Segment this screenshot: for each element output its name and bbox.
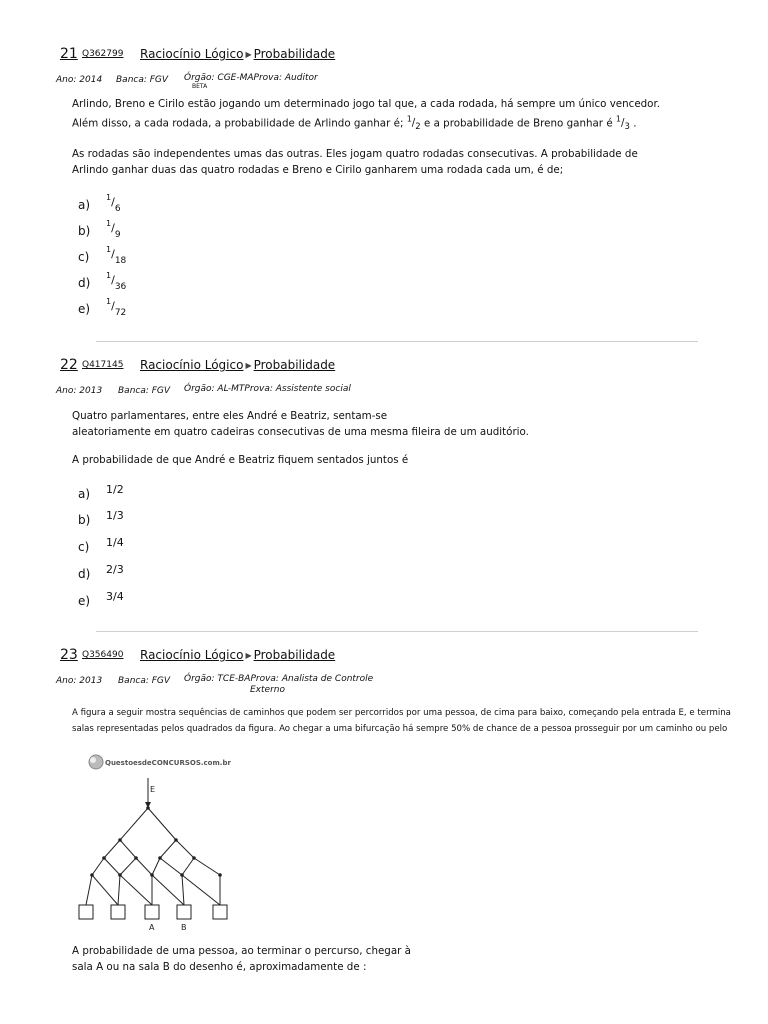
- inline-fraction: $^1/_3$: [615, 115, 630, 133]
- text-line: Arlindo, Breno e Cirilo estão jogando um determinado jogo tal que, a cada rodada, há sempre um único vencedor.: [72, 98, 661, 110]
- room-square: [111, 905, 125, 919]
- question-text: [72, 408, 529, 440]
- arrow-right-icon: ▶: [245, 651, 252, 660]
- question-id-link[interactable]: Q362799: [82, 49, 124, 59]
- text-line: salas representadas pelos quadrados da figura. Ao chegar a uma bifurcação há sempre 50% de chance de a pessoa prosseguir por um caminho ou pelo: [72, 724, 728, 734]
- text-line: sala A ou na sala B do desenho é, aproximadamente de :: [72, 961, 367, 973]
- room-square-a: [145, 905, 159, 919]
- question-text-3: [72, 943, 411, 975]
- question-text: [72, 96, 660, 135]
- subject-link[interactable]: Raciocínio Lógico: [140, 358, 244, 372]
- question-text-2: [72, 452, 408, 468]
- text-line: Quatro parlamentares, entre eles André e Beatriz, sentam-se: [72, 410, 388, 422]
- question-id-link[interactable]: Q417145: [82, 360, 124, 370]
- meta-orgao: Órgão: CGE-MAProva: Auditor: [184, 73, 318, 83]
- subject-breadcrumb: [140, 648, 335, 662]
- meta-orgao: Órgão: AL-MTProva: Assistente social: [184, 384, 351, 394]
- arrow-right-icon: ▶: [245, 50, 252, 59]
- logo-text: QuestoesdeCONCURSOS.com.br: [105, 759, 231, 767]
- topic-link[interactable]: Probabilidade: [253, 648, 336, 662]
- question-id-link[interactable]: Q356490: [82, 650, 124, 660]
- room-square: [79, 905, 93, 919]
- topic-link[interactable]: Probabilidade: [253, 358, 336, 372]
- text-line: A probabilidade de uma pessoa, ao terminar o percurso, chegar à: [72, 945, 411, 957]
- questoes-logo: [89, 755, 231, 769]
- arrow-right-icon: ▶: [245, 361, 252, 370]
- path-lines: [86, 778, 220, 905]
- topic-link[interactable]: Probabilidade: [253, 47, 336, 61]
- meta-orgao: Órgão: TCE-BAProva: Analista de Controle: [184, 674, 374, 684]
- question-number[interactable]: 23: [60, 647, 78, 663]
- text-line: A probabilidade de que André e Beatriz fiquem sentados juntos é: [72, 454, 409, 466]
- rooms: [79, 905, 227, 919]
- subject-link[interactable]: Raciocínio Lógico: [140, 648, 244, 662]
- question-text-2: [72, 146, 638, 178]
- room-a-label: A: [149, 923, 155, 932]
- meta-ano: Ano: 2013: [56, 386, 103, 396]
- text-line: Além disso, a cada rodada, a probabilidade de Arlindo ganhar é; $^1/_2$ e a probabilidade de Breno ganhar é $^1/_3$ .: [72, 115, 637, 133]
- question-text: [72, 705, 731, 737]
- meta-ano: Ano: 2013: [56, 676, 103, 686]
- question-number[interactable]: 22: [60, 357, 78, 373]
- divider: [96, 341, 698, 342]
- subject-link[interactable]: Raciocínio Lógico: [140, 47, 244, 61]
- text-line: As rodadas são independentes umas das outras. Eles jogam quatro rodadas consecutivas. A probabilidade de: [72, 148, 638, 160]
- inline-fraction: $^1/_2$: [406, 115, 421, 133]
- beta-badge: BETA: [192, 83, 208, 90]
- divider: [96, 631, 698, 632]
- path-diagram-figure: [70, 750, 260, 940]
- room-square-b: [177, 905, 191, 919]
- meta-banca: Banca: FGV: [116, 75, 169, 85]
- question-number[interactable]: 21: [60, 46, 78, 62]
- meta-banca: Banca: FGV: [118, 386, 171, 396]
- entry-label: E: [150, 785, 156, 794]
- text-line: aleatoriamente em quatro cadeiras consecutivas de uma mesma fileira de um auditório.: [72, 426, 529, 438]
- room-square: [213, 905, 227, 919]
- subject-breadcrumb: [140, 47, 335, 61]
- meta-ano: Ano: 2014: [56, 75, 103, 85]
- room-b-label: B: [181, 923, 187, 932]
- meta-banca: Banca: FGV: [118, 676, 171, 686]
- subject-breadcrumb: [140, 358, 335, 372]
- meta-orgao-continued: Externo: [250, 685, 285, 695]
- text-line: A figura a seguir mostra sequências de caminhos que podem ser percorridos por uma pessoa, de cima para baixo, começando pela entrada E, e termina: [72, 708, 731, 718]
- text-line: Arlindo ganhar duas das quatro rodadas e Breno e Cirilo ganharem uma rodada cada um, é de;: [72, 164, 564, 176]
